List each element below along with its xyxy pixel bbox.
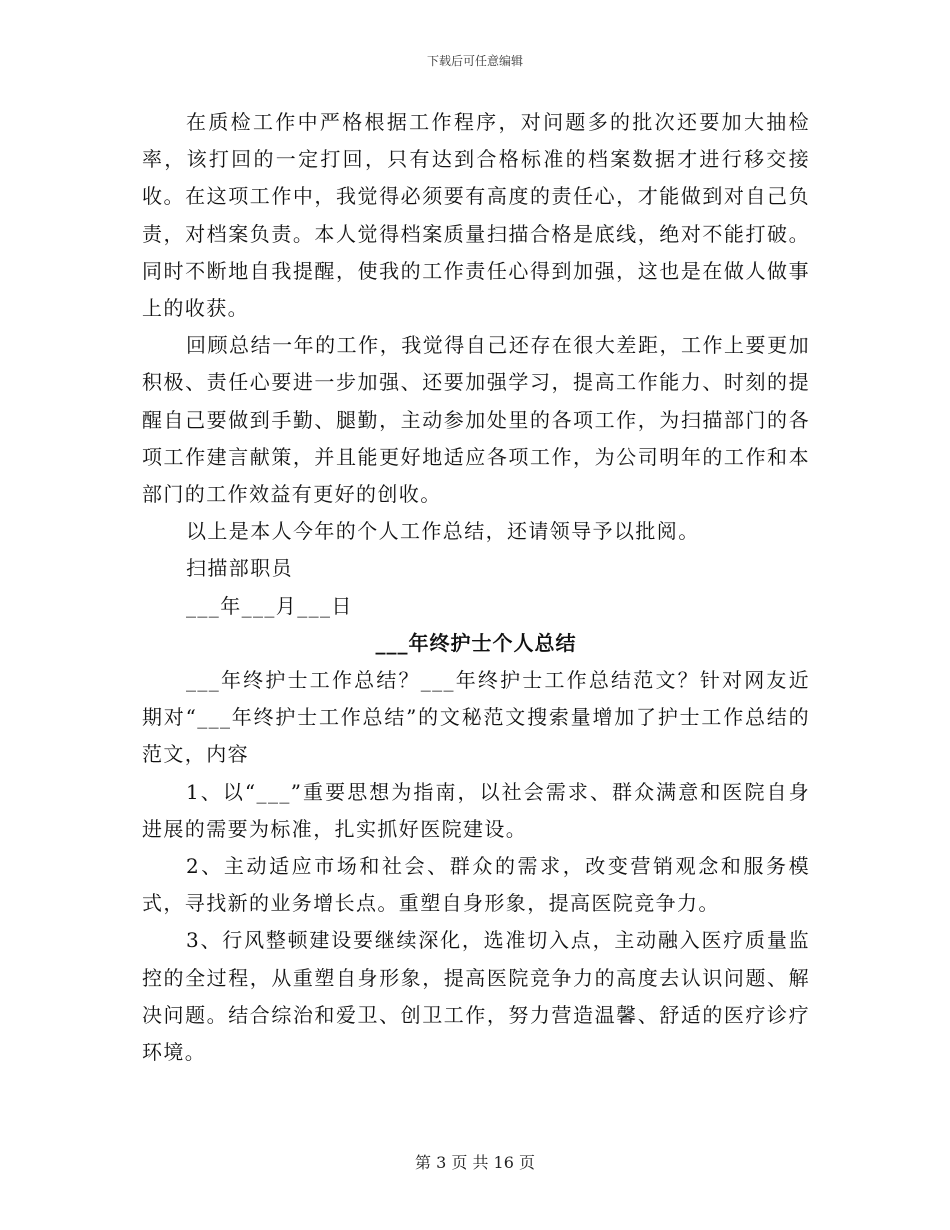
paragraph-quality-check: 在质检工作中严格根据工作程序，对问题多的批次还要加大抽检率，该打回的一定打回，只有达到合格标准的档案数据才进行移交接收。在这项工作中，我觉得必须要有高度的责任心，才能做到对自己负责，对档案负责。本人觉得档案质量扫描合格是底线，绝对不能打破。同时不断地自我提醒，使我的工作责任心得到加强，这也是在做人做事上的收获。 — [142, 110, 810, 321]
section-item-1: 1、以“___”重要思想为指南，以社会需求、群众满意和医院自身进展的需要为标准，扎实抓好医院建设。 — [142, 779, 810, 841]
paragraph-review: 回顾总结一年的工作，我觉得自己还存在很大差距，工作上要更加积极、责任心要进一步加强、还要加强学习，提高工作能力、时刻的提醒自己要做到手勤、腿勤，主动参加处里的各项工作，为扫描部门的各项工作建言献策，并且能更好地适应各项工作，为公司明年的工作和本部门的工作效益有更好的创收。 — [142, 333, 810, 507]
page-footer: 第 3 页 共 16 页 — [415, 1153, 535, 1172]
section-item-3: 3、行风整顿建设要继续深化，选准切入点，主动融入医疗质量监控的全过程，从重塑自身形象，提高医院竞争力的高度去认识问题、解决问题。结合综治和爱卫、创卫工作，努力营造温馨、舒适的医疗诊疗环境。 — [142, 928, 810, 1065]
section-title: ___年终护士个人总结 — [375, 630, 577, 655]
signature-date: ___年___月___日 — [186, 593, 353, 618]
document-body — [142, 104, 810, 1071]
signature-department: 扫描部职员 — [186, 556, 293, 581]
header-note: 下载后可任意编辑 — [426, 54, 523, 68]
paragraph-closing: 以上是本人今年的个人工作总结，还请领导予以批阅。 — [186, 519, 700, 544]
section-item-2: 2、主动适应市场和社会、群众的需求，改变营销观念和服务模式，寻找新的业务增长点。重塑自身形象，提高医院竞争力。 — [142, 854, 810, 916]
section-intro: ___年终护士工作总结？___年终护士工作总结范文？针对网友近期对“___年终护士工作总结”的文秘范文搜索量增加了护士工作总结的范文，内容 — [142, 668, 810, 767]
